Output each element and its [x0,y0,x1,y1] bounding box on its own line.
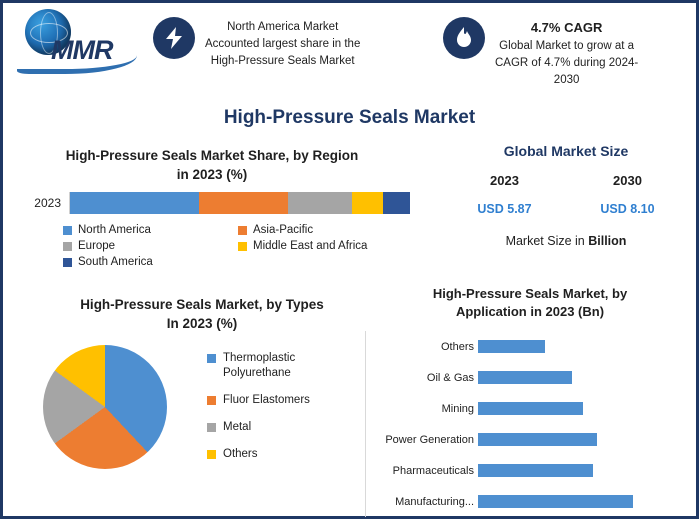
application-chart-title-line-1: High-Pressure Seals Market, by [432,286,628,301]
types-chart-plot [17,345,417,474]
region-legend-label: Middle East and Africa [253,240,368,252]
brand-logo [3,3,153,83]
gms-unit-prefix: Market Size in [505,234,589,248]
application-bar [478,495,633,508]
application-bar [478,433,597,446]
region-segment-3 [352,192,383,214]
application-bar-row [441,393,695,424]
gms-value-2030: USD 8.10 [600,202,655,216]
application-bar-label: Others [440,340,474,353]
types-share-chart [17,295,417,474]
types-legend-label: Others [223,448,258,460]
application-bar [478,464,593,477]
header-line-1: North America Market [227,21,339,33]
gms-unit-value: Billion [588,234,627,248]
types-legend-label: Fluor Elastomers [223,394,310,406]
region-legend-item [238,224,413,236]
legend-swatch-icon [63,242,72,251]
region-stacked-bar [69,192,410,214]
region-chart-plot [17,192,427,214]
legend-swatch-icon [238,242,247,251]
region-legend-label: South America [78,256,153,268]
application-chart-title-line-2: Application in 2023 (Bn) [455,304,605,319]
region-chart-title-line-1: High-Pressure Seals Market Share, by Region [65,148,359,163]
gms-year-2030: 2030 [613,173,642,188]
global-market-size-panel [443,143,689,248]
legend-swatch-icon [207,450,216,459]
legend-swatch-icon [63,226,72,235]
application-bar-row [426,362,695,393]
header-highlight-cagr [443,3,693,89]
legend-swatch-icon [207,354,216,363]
types-legend [207,345,310,474]
legend-swatch-icon [207,396,216,405]
application-bar-row [440,331,695,362]
application-bar [478,340,545,353]
region-segment-4 [383,192,410,214]
region-legend-item [63,256,238,268]
global-market-size-values [443,202,689,216]
legend-swatch-icon [238,226,247,235]
types-pie [43,345,167,469]
application-bar [478,402,583,415]
region-legend-item [238,240,413,252]
types-chart-title-line-1: High-Pressure Seals Market, by Types [80,297,324,312]
header-highlight-region-text [205,17,360,70]
global-market-size-years [443,173,689,188]
region-category-label: 2023 [34,196,61,210]
region-legend-label: Asia-Pacific [253,224,314,236]
application-bar-label: Power Generation [385,433,474,446]
application-bar-row [392,455,695,486]
header-line-2: Accounted largest share in the [205,38,361,50]
page-title: High-Pressure Seals Market [223,107,476,128]
region-chart-title-line-2: in 2023 (%) [176,167,248,182]
types-legend-item [207,447,310,462]
region-chart-title [17,146,407,184]
region-legend-item [63,240,238,252]
flame-icon [443,17,485,59]
region-legend-item [63,224,238,236]
gms-year-2023: 2023 [490,173,519,188]
application-bar-label: Pharmaceuticals [392,464,474,477]
header-line-3: High-Pressure Seals Market [210,55,355,67]
lightning-bolt-icon [153,17,195,59]
region-legend [63,224,413,272]
global-market-size-unit [443,234,689,248]
region-legend-label: Europe [78,240,116,252]
application-bar [478,371,572,384]
types-legend-label: Metal [223,421,252,433]
header-highlight-region [153,3,443,70]
cagr-line-3: 2030 [553,74,580,86]
types-chart-title-line-2: In 2023 (%) [166,316,238,331]
legend-swatch-icon [207,423,216,432]
application-chart-title [365,285,695,321]
types-legend-item [207,351,310,381]
application-bar-label: Manufacturing... [395,495,474,508]
header-highlight-cagr-text [495,17,638,89]
types-legend-item [207,420,310,435]
region-segment-2 [288,192,353,214]
region-share-chart [17,146,427,272]
cagr-headline: 4.7% CAGR [530,20,603,35]
application-bar-label: Oil & Gas [426,371,474,384]
header [3,3,696,91]
brand-name: MMR [51,35,113,65]
cagr-line-2: CAGR of 4.7% during 2024- [495,57,639,69]
types-chart-title [17,295,387,333]
application-bar-row [395,486,695,517]
global-market-size-title: Global Market Size [503,143,629,159]
legend-swatch-icon [63,258,72,267]
application-bar-chart [365,285,695,517]
application-bar-label: Mining [441,402,474,415]
application-chart-plot [365,331,695,517]
types-legend-item [207,393,310,408]
types-legend-label: Thermoplastic Polyurethane [223,352,296,379]
region-legend-label: North America [78,224,151,236]
region-segment-1 [199,192,287,214]
gms-value-2023: USD 5.87 [477,202,532,216]
region-segment-0 [70,192,199,214]
application-bar-row [385,424,695,455]
cagr-line-1: Global Market to grow at a [499,40,635,52]
